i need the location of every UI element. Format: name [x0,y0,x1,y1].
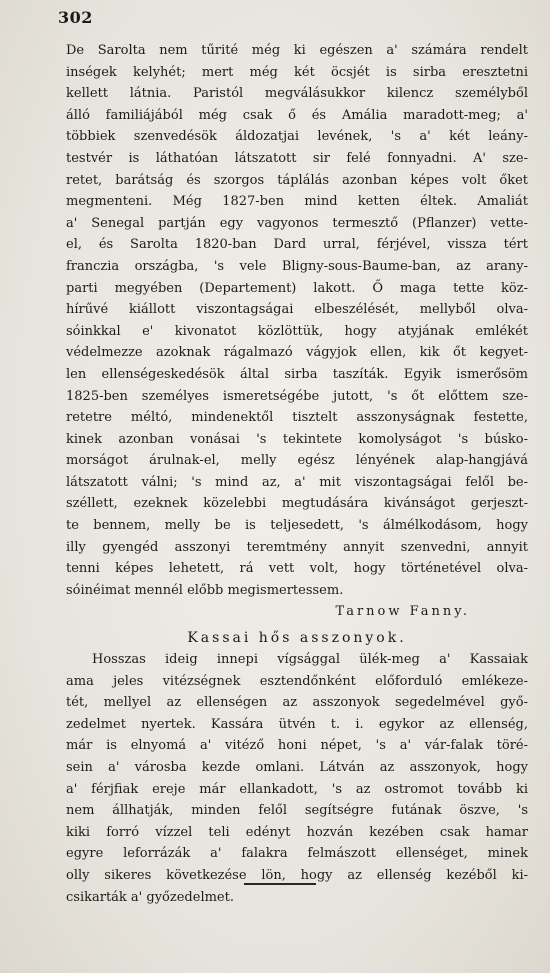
page-number: 302 [58,8,93,27]
text-line: védelmezze azoknak rágalmazó vágyjok ellen, kik őt kegyet- [66,345,528,361]
text-line: kinek azonban vonásai 's tekintete komolyságot 's búsko- [66,431,528,447]
text-line: testvér is láthatóan látszatott sir felé fonnyadni. A' sze- [66,150,528,166]
text-line: len ellenségeskedésök által sirba taszíták. Egyik ismerősöm [66,366,528,382]
text-line: többiek szenvedésök áldozatjai levének, 's a' két leány- [66,129,528,145]
text-line: De Sarolta nem tűrité még ki egészen a' számára rendelt [66,43,528,58]
text-line: a' férjfiak ereje már ellankadott, 's az ostromot tovább ki [66,781,528,797]
paragraph-1 [66,40,528,601]
text-line: olly sikeres következése lön, hogy az ellenség kezéből ki- [66,867,528,883]
text-line: hírűvé kiállott viszontagságai elbeszélését, mellyből olva- [66,302,528,318]
text-line: ama jeles vitézségnek esztendőnként előforduló emlékeze- [66,673,528,689]
paragraph-2 [66,649,528,908]
text-line: el, és Sarolta 1820-ban Dard urral, férjével, vissza tért [66,237,528,253]
section-title: Kassai hős asszonyok. [187,630,407,647]
text-line: már is elnyomá a' vitéző honi népet, 's a' vár-falak töré- [66,738,528,754]
text-line: inségek kelyhét; mert még két öcsjét is sirba eresztetni [66,64,528,80]
text-line: franczia országba, 's vele Bligny-sous-Baume-ban, az arany- [66,258,528,274]
text-line: egyre leforrázák a' falakra felmászott ellenséget, minek [66,846,528,862]
text-line: a' Senegal partján egy vagyonos termesztő (Pflanzer) vette- [66,215,528,231]
text-line: Hosszas ideig innepi vígsággal ülék-meg a' Kassaiak [92,652,528,668]
text-line: parti megyében (Departement) lakott. Ő maga tette köz- [66,280,528,296]
text-line: látszatott válni; 's mind az, a' mit viszontagságai felől be- [66,474,528,490]
text-line: megmenteni. Még 1827-ben mind ketten éltek. Amaliát [66,194,528,210]
text-line: tenni képes lehetett, rá vett volt, hogy történetével olva- [66,561,528,577]
text-line: sóinkkal e' kivonatot közlöttük, hogy atyjának emlékét [66,323,528,339]
text-line: sein a' városba kezde omlani. Látván az asszonyok, hogy [66,760,528,775]
closing-rule [244,883,316,885]
text-line: retetre méltó, mindenektől tisztelt asszonyságnak festette, [66,410,528,426]
text-line: széllett, ezeknek közelebbi megtudására kivánságot gerjeszt- [66,496,528,512]
text-line: retet, barátság és szorgos táplálás azonban képes volt őket [66,172,528,188]
text-line: te bennem, melly be is teljesedett, 's álmélkodásom, hogy [66,518,528,534]
text-line: 1825-ben személyes ismeretségébe jutott, 's őt előttem sze- [66,388,528,404]
text-line: morságot árulnak-el, melly egész lényének alap-hangjává [66,453,528,469]
text-line: álló familiájából még csak ő és Amália maradott-meg; a' [66,107,528,123]
text-line: illy gyengéd asszonyi teremtmény annyit szenvedni, annyit [66,539,528,555]
author-signature: Tarnow Fanny. [335,604,470,620]
text-line: kellett látnia. Paristól megválásukkor kilencz személyből [66,86,528,102]
text-line: csikarták a' győzedelmet. [66,889,234,905]
text-line: tét, mellyel az ellenségen az asszonyok segedelmével győ- [66,695,528,711]
text-line: kiki forró vízzel teli edényt hozván kezében csak hamar [66,824,528,840]
text-line: zedelmet nyertek. Kassára ütvén t. i. egykor az ellenség, [66,716,528,732]
text-line: sóinéimat mennél előbb megismertessem. [66,582,344,598]
text-body [66,40,528,908]
text-line: nem állhatják, minden felől segítségre futának öszve, 's [66,803,528,819]
